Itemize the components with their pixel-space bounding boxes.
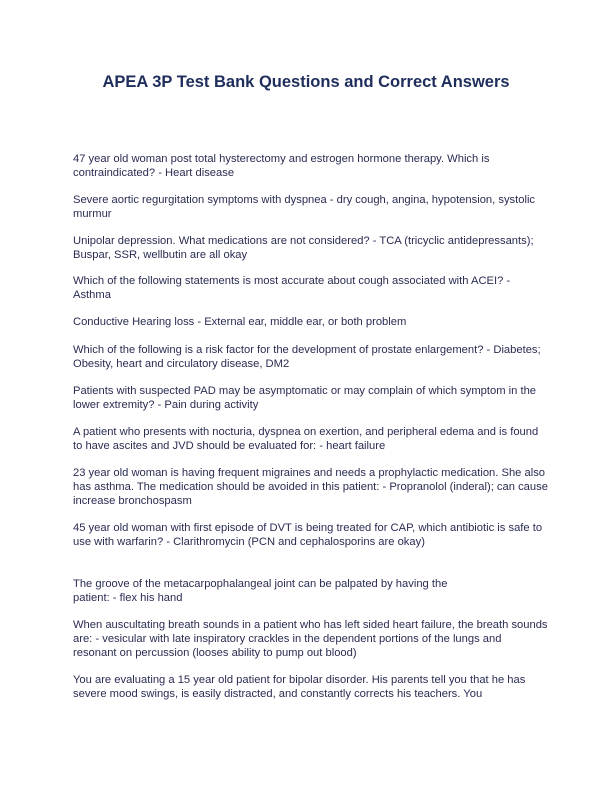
qa-entry-12: When auscultating breath sounds in a patient who has left sided heart failure, the breath sounds are: - vesicular with late inspiratory crackles in the dependent portions of the lungs and resonant on percussion (looses ability to pump out blood) — [73, 619, 548, 659]
qa-entry-6: Which of the following is a risk factor for the development of prostate enlargement? - Diabetes; Obesity, heart and circulatory disease, DM2 — [73, 344, 541, 370]
qa-entry-9: 23 year old woman is having frequent migraines and needs a prophylactic medication. She also has asthma. The medication should be avoided in this patient: - Propranolol (inderal); can cause increase bronchospasm — [73, 467, 548, 507]
qa-entry-13: You are evaluating a 15 year old patient for bipolar disorder. His parents tell you that he has severe mood swings, is easily distracted, and constantly corrects his teachers. You — [73, 674, 526, 700]
qa-entry-10: 45 year old woman with first episode of DVT is being treated for CAP, which antibiotic is safe to use with warfarin? - Clarithromycin (PCN and cephalosporins are okay) — [73, 522, 543, 548]
qa-entry-8: A patient who presents with nocturia, dyspnea on exertion, and peripheral edema and is found to have ascites and JVD should be evaluated for: - heart failure — [73, 426, 539, 452]
qa-entry-4: Which of the following statements is most accurate about cough associated with ACEI? - Asthma — [73, 275, 511, 301]
qa-entry-5: Conductive Hearing loss - External ear, middle ear, or both problem — [73, 316, 407, 328]
page-title: APEA 3P Test Bank Questions and Correct Answers — [102, 73, 510, 91]
qa-entry-11: The groove of the metacarpophalangeal joint can be palpated by having the patient: - flex his hand — [73, 578, 448, 604]
qa-entry-1: 47 year old woman post total hysterectomy and estrogen hormone therapy. Which is contraindicated? - Heart disease — [73, 153, 490, 179]
qa-entry-3: Unipolar depression. What medications are not considered? - TCA (tricyclic antidepressants); Buspar, SSR, wellbutin are all okay — [73, 235, 534, 261]
qa-entry-7: Patients with suspected PAD may be asymptomatic or may complain of which symptom in the lower extremity? - Pain during activity — [73, 385, 537, 411]
qa-entry-2: Severe aortic regurgitation symptoms with dyspnea - dry cough, angina, hypotension, systolic murmur — [73, 194, 536, 220]
